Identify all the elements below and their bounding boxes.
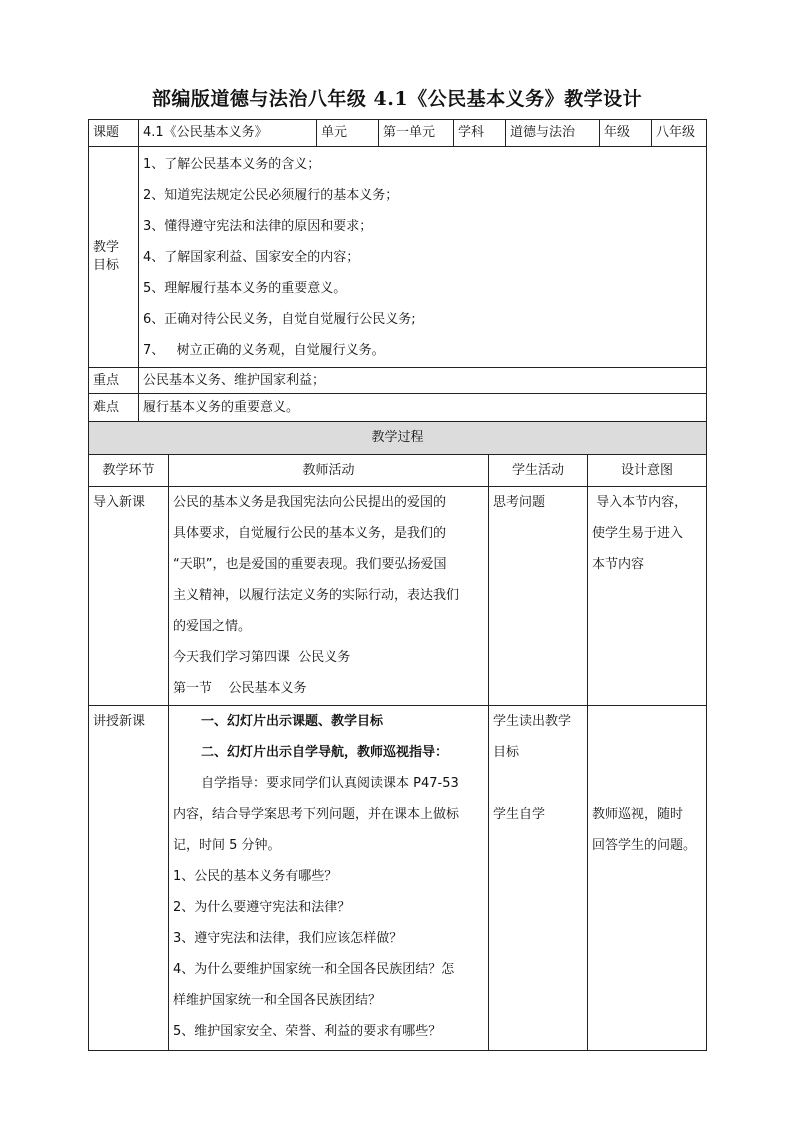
goal-item: 4、了解国家利益、国家安全的内容； (143, 250, 360, 265)
page-title: 部编版道德与法治八年级 4.1《公民基本义务》教学设计 (151, 88, 643, 110)
ketie-value: 4.1《公民基本义务》 (139, 120, 317, 147)
lecture-stage: 讲授新课 (89, 706, 169, 1051)
goal-item: 2、知道宪法规定公民必须履行的基本义务； (143, 188, 399, 203)
goals-label: 教学 目标 (89, 147, 139, 368)
goal-item: 1、了解公民基本义务的含义； (143, 157, 321, 172)
unit-label: 单元 (317, 120, 379, 147)
unit-value: 第一单元 (379, 120, 454, 147)
goals-list (139, 147, 707, 368)
grade-label: 年级 (600, 120, 652, 147)
process-header: 教学过程 (89, 422, 707, 455)
difficulties-label: 难点 (89, 394, 139, 422)
column-header: 设计意图 (588, 455, 707, 487)
goal-item: 5、理解履行基本义务的重要意义。 (143, 281, 347, 296)
lecture-design-intent: 教师巡视，随时 回答学生的问题。 (588, 706, 707, 1051)
process-table (88, 421, 707, 1051)
lecture-teacher-activity: 一、幻灯片出示课题、教学目标 二、幻灯片出示自学导航，教师巡视指导： 自学指导：要求同学们认真阅读课本 P47-53 内容，结合导学案思考下列问题，并在课本上做标 记，时间 5 分钟。 1、公民的基本义务有哪些？ 2、为什么要遵守宪法和法律？ 3、遵守宪法和法律，我们应该怎样做？ 4、为什么要维护国家统一和全国各民族团结？怎 样维护国家统一和全国各民族团结？ 5、维护国家安全、荣誉、利益的要求有哪些？ (169, 706, 489, 1051)
column-header: 学生活动 (489, 455, 588, 487)
goal-item: 3、懂得遵守宪法和法律的原因和要求； (143, 219, 373, 234)
intro-teacher-activity: 公民的基本义务是我国宪法向公民提出的爱国的 具体要求，自觉履行公民的基本义务，是我们的 “天职”，也是爱国的重要表现。我们要弘扬爱国 主义精神，以履行法定义务的实际行动，表达我们 的爱国之情。 今天我们学习第四课 公民义务 第一节 公民基本义务 (169, 487, 489, 706)
intro-student-activity: 思考问题 (489, 487, 588, 706)
column-header: 教学环节 (89, 455, 169, 487)
ketie-label: 课题 (89, 120, 139, 147)
subject-label: 学科 (454, 120, 506, 147)
key-points-label: 重点 (89, 368, 139, 394)
difficulties-value: 履行基本义务的重要意义。 (139, 394, 707, 422)
grade-value: 八年级 (652, 120, 707, 147)
intro-stage: 导入新课 (89, 487, 169, 706)
info-table (88, 119, 707, 422)
goal-item: 7、 树立正确的义务观，自觉履行义务。 (143, 343, 385, 358)
key-points-value: 公民基本义务、维护国家利益； (139, 368, 707, 394)
intro-design-intent: 导入本节内容， 使学生易于进入 本节内容 (588, 487, 707, 706)
column-header: 教师活动 (169, 455, 489, 487)
subject-value: 道德与法治 (506, 120, 600, 147)
lecture-student-activity: 学生读出教学 目标 学生自学 (489, 706, 588, 1051)
goal-item: 6、正确对待公民义务，自觉自觉履行公民义务; (143, 312, 416, 327)
